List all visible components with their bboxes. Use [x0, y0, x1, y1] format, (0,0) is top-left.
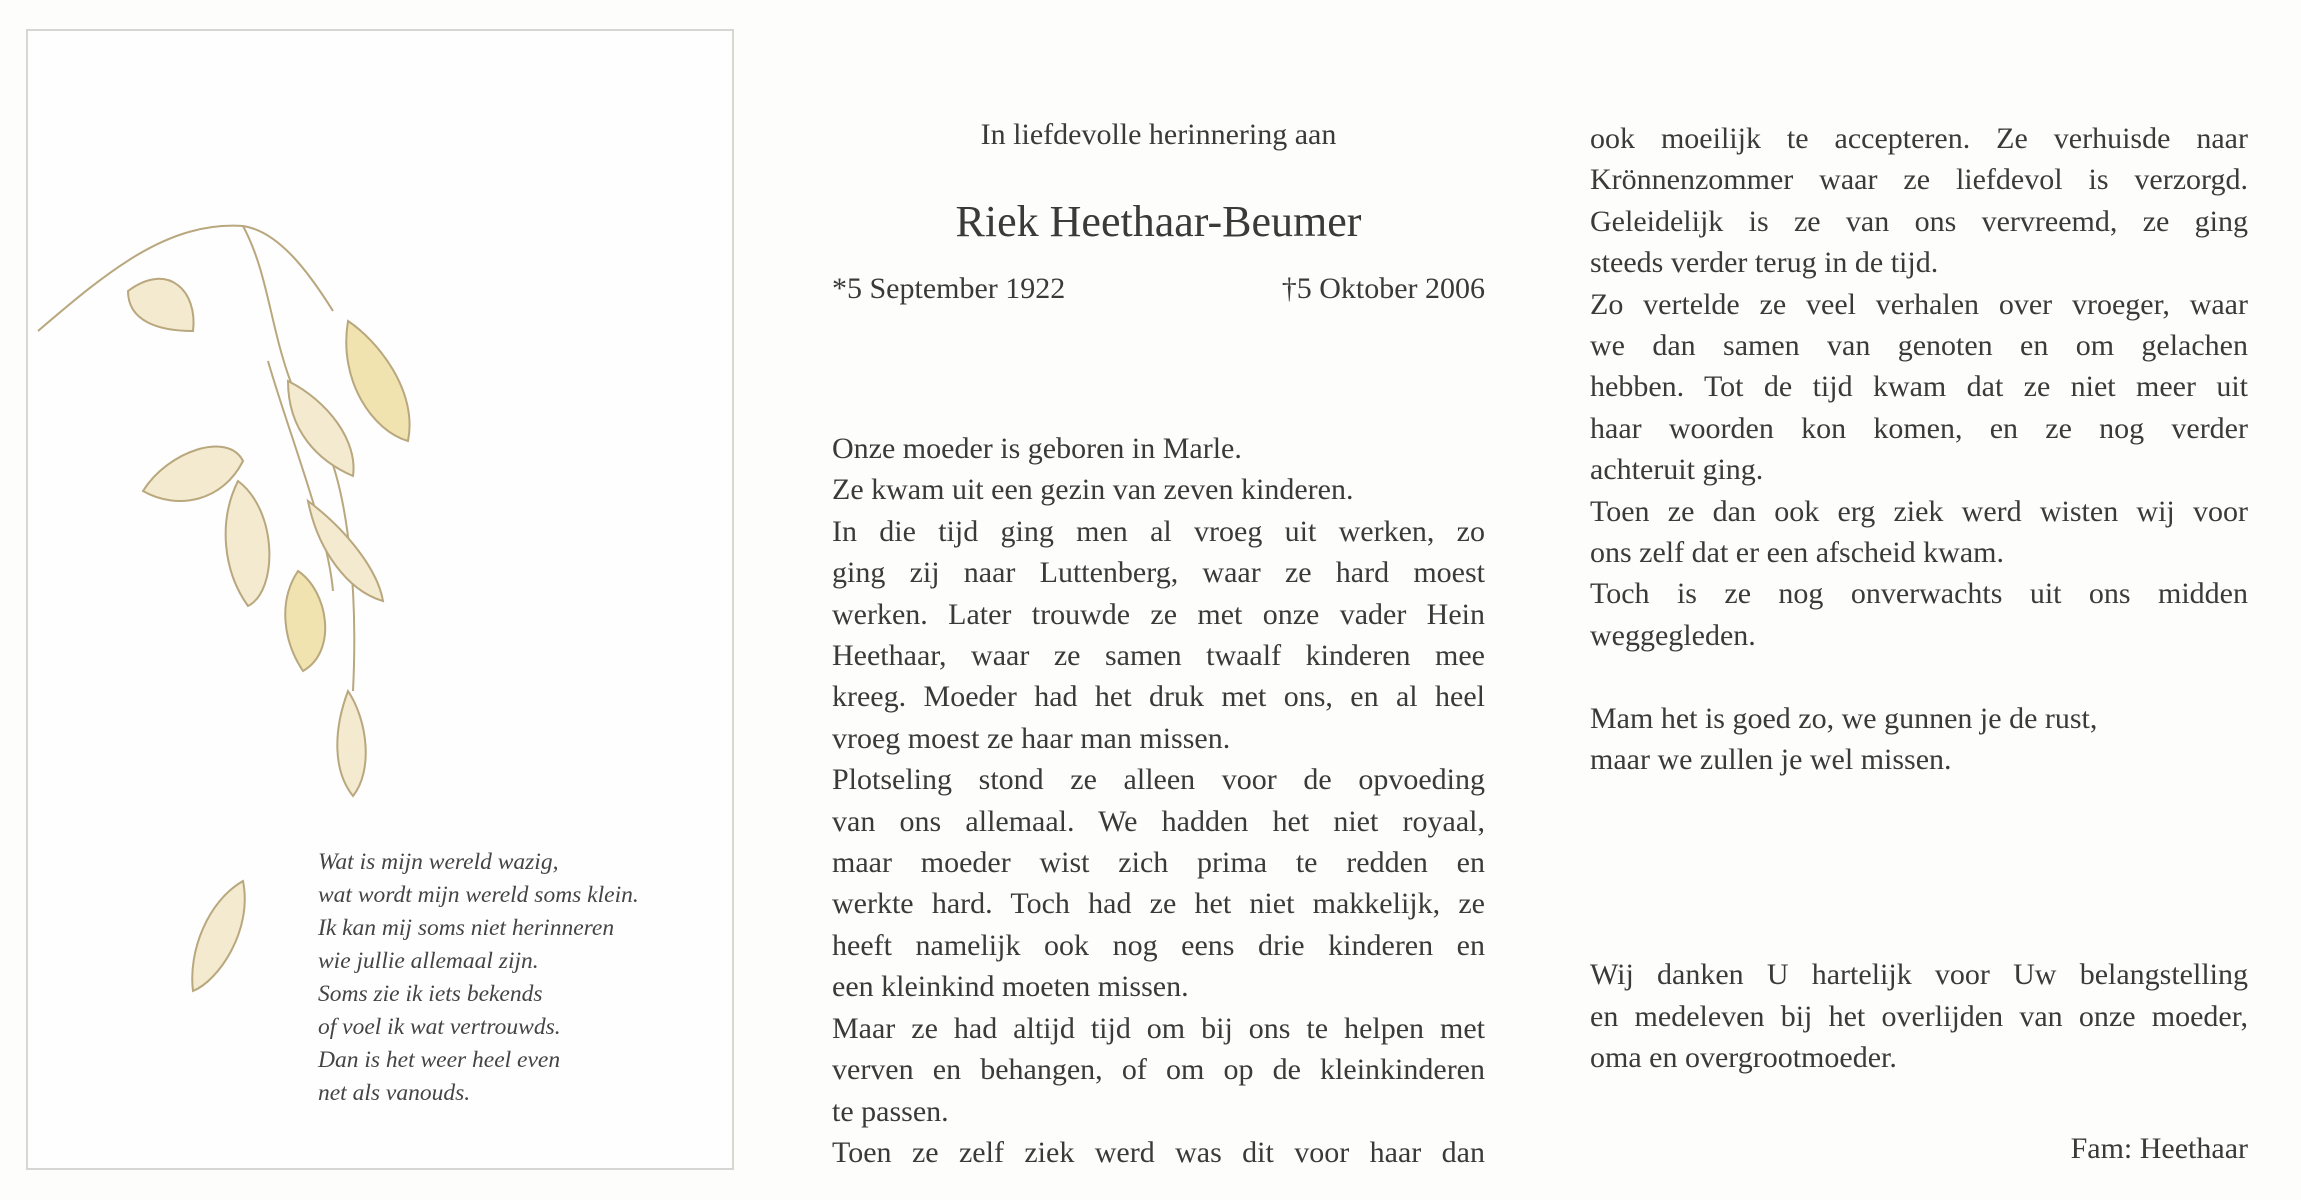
- text-line: steeds verder terug in de tijd.: [1590, 246, 1939, 280]
- spacer: [1590, 780, 2248, 821]
- poem-line: of voel ik wat vertrouwds.: [318, 1014, 561, 1040]
- text-line: Fam: Heethaar: [2070, 1132, 2248, 1166]
- text-line: Wij danken U hartelijk voor Uw belangstelling: [1590, 958, 2248, 992]
- poem-line: Dan is het weer heel even: [318, 1047, 561, 1073]
- poem: [318, 846, 639, 1110]
- text-line: werken. Later trouwde ze met onze vader Hein: [832, 597, 1485, 631]
- front-card: [26, 29, 734, 1170]
- text-line: achteruit ging.: [1590, 453, 1764, 487]
- deceased-name: Riek Heethaar-Beumer: [955, 197, 1362, 246]
- spacer: [1590, 905, 2248, 946]
- text-line: ons zelf dat er een afscheid kwam.: [1590, 536, 2004, 570]
- poem-line: Ik kan mij soms niet herinneren: [318, 915, 615, 941]
- death-date: †5 Oktober 2006: [1281, 272, 1485, 305]
- text-line: we dan samen van genoten en om gelachen: [1590, 329, 2248, 363]
- text-line: vroeg moest ze haar man missen.: [832, 721, 1231, 755]
- text-line: Toen ze zelf ziek werd was dit voor haar dan: [832, 1135, 1485, 1169]
- text-line: ging zij naar Luttenberg, waar ze hard moest: [832, 556, 1485, 590]
- birth-date: *5 September 1922: [832, 272, 1066, 305]
- text-line: te passen.: [832, 1094, 949, 1128]
- text-line: weggegleden.: [1590, 618, 1756, 652]
- text-line: Plotseling stond ze alleen voor de opvoeding: [832, 763, 1485, 797]
- text-line: Maar ze had altijd tijd om bij ons te helpen met: [832, 1011, 1485, 1045]
- intro-text: In liefdevolle herinnering aan: [980, 118, 1337, 151]
- text-line: hebben. Tot de tijd kwam dat ze niet meer uit: [1590, 370, 2248, 404]
- text-line: oma en overgrootmoeder.: [1590, 1041, 1897, 1075]
- text-line: heeft namelijk ook nog eens drie kinderen en: [832, 928, 1485, 962]
- text-line: Onze moeder is geboren in Marle.: [832, 432, 1242, 465]
- text-line: Geleidelijk is ze van ons vervreemd, ze ging: [1590, 204, 2248, 238]
- text-line: ook moeilijk te accepteren. Ze verhuisde naar: [1590, 122, 2248, 155]
- text-line: van ons allemaal. We hadden het niet royaal,: [832, 804, 1485, 838]
- text-line: Heethaar, waar ze samen twaalf kinderen mee: [832, 639, 1485, 673]
- text-line: een kleinkind moeten missen.: [832, 970, 1189, 1004]
- spacer: [1590, 656, 2248, 697]
- text-line: werkte hard. Toch had ze het niet makkelijk, ze: [832, 887, 1485, 921]
- poem-line: wat wordt mijn wereld soms klein.: [318, 882, 639, 908]
- spacer: [1590, 946, 2248, 954]
- spacer: [1590, 863, 2248, 904]
- text-line: Toch is ze nog onverwachts uit ons midden: [1590, 577, 2248, 611]
- text-line: Ze kwam uit een gezin van zeven kinderen.: [832, 473, 1354, 507]
- text-line: haar woorden kon komen, en ze nog verder: [1590, 411, 2248, 445]
- poem-line: wie jullie allemaal zijn.: [318, 948, 539, 974]
- spacer: [1590, 822, 2248, 863]
- poem-line: Wat is mijn wereld wazig,: [318, 849, 559, 875]
- text-line: maar we zullen je wel missen.: [1590, 743, 1952, 777]
- text-line: kreeg. Moeder had het druk met ons, en al heel: [832, 680, 1485, 714]
- text-line: en medeleven bij het overlijden van onze moeder,: [1590, 999, 2248, 1033]
- text-line: Krönnenzommer waar ze liefdevol is verzorgd.: [1590, 163, 2248, 197]
- biography-column-right: [1590, 118, 2248, 1170]
- biography-column-middle: [832, 428, 1485, 1173]
- text-line: In die tijd ging men al vroeg uit werken, zo: [832, 514, 1485, 548]
- text-line: verven en behangen, of om op de kleinkinderen: [832, 1053, 1485, 1087]
- text-line: maar moeder wist zich prima te redden en: [832, 846, 1485, 880]
- text-line: Mam het is goed zo, we gunnen je de rust,: [1590, 701, 2098, 735]
- text-line: Toen ze dan ook erg ziek werd wisten wij voor: [1590, 494, 2248, 528]
- poem-line: Soms zie ik iets bekends: [318, 981, 543, 1007]
- poem-line: net als vanouds.: [318, 1080, 471, 1106]
- text-line: Zo vertelde ze veel verhalen over vroeger, waar: [1590, 287, 2248, 321]
- spacer: [1590, 1079, 2248, 1129]
